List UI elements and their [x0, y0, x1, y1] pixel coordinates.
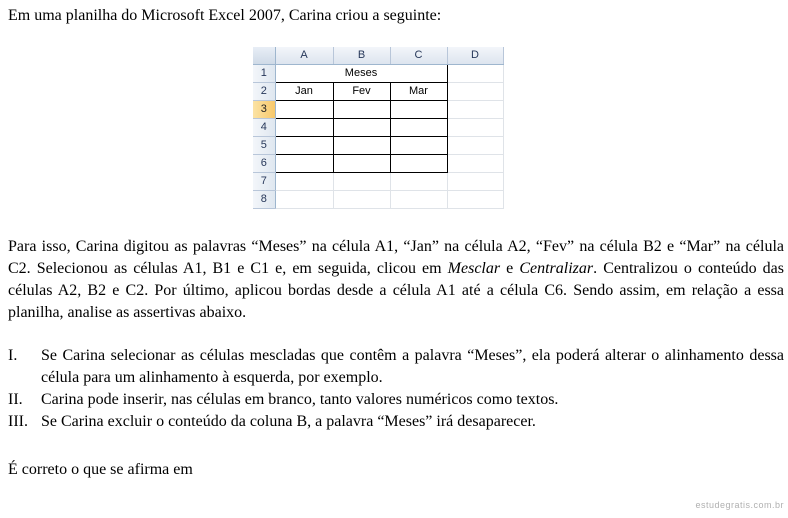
assertion-text: Se Carina selecionar as células mescladas que contêm a palavra “Meses”, ela poderá alterar o alinhamento dessa célula para um alinhamento à esquerda, por exemplo. — [41, 347, 784, 386]
row-header-7: 7 — [253, 173, 275, 191]
cell-c4 — [390, 119, 447, 137]
column-header-d: D — [447, 47, 503, 65]
assertion-text: Carina pode inserir, nas células em branco, tanto valores numéricos como textos. — [41, 391, 559, 408]
row-header-4: 4 — [253, 119, 275, 137]
cell-d5 — [447, 137, 503, 155]
cell-a5 — [275, 137, 333, 155]
cell-a2: Jan — [275, 83, 333, 101]
spreadsheet-image — [253, 47, 503, 213]
description-text — [8, 236, 784, 324]
mesclar-term: Mesclar — [447, 260, 501, 277]
cell-a4 — [275, 119, 333, 137]
row-header-3: 3 — [253, 101, 275, 119]
row-header-8: 8 — [253, 191, 275, 209]
assertion-item — [8, 411, 784, 433]
cell-c5 — [390, 137, 447, 155]
conjunction: e — [500, 260, 520, 277]
description-part-2: . Centralizou o conteúdo das células A2, B2 e C2. Por último, aplicou bordas desde a célula A1 até a célula C6. Sendo assim, em relação a essa planilha, analise as assertivas abaixo. — [8, 260, 785, 321]
cell-b2: Fev — [333, 83, 390, 101]
description-part-1: Para isso, Carina digitou as palavras “Meses” na célula A1, “Jan” na célula A2, “Fev” na célula B2 e “Mar” na célula C2. Selecionou as células A1, B1 e C1 e, em seguida, clicou em — [8, 238, 784, 277]
cell-c8 — [390, 191, 447, 209]
assertion-item — [8, 389, 784, 411]
select-all-corner — [253, 47, 275, 65]
cell-d7 — [447, 173, 503, 191]
cell-a3 — [275, 101, 333, 119]
row-header-6: 6 — [253, 155, 275, 173]
cell-a8 — [275, 191, 333, 209]
question-text: É correto o que se afirma em — [8, 461, 193, 478]
assertion-number: II. — [8, 391, 23, 408]
row-header-5: 5 — [253, 137, 275, 155]
column-header-a: A — [275, 47, 333, 65]
cell-a7 — [275, 173, 333, 191]
assertions-list — [8, 345, 784, 433]
merged-cell-a1-c1: Meses — [275, 65, 447, 83]
cell-d1 — [447, 65, 503, 83]
cell-b3 — [333, 101, 390, 119]
watermark: estudegratis.com.br — [695, 500, 784, 510]
cell-d8 — [447, 191, 503, 209]
cell-b8 — [333, 191, 390, 209]
assertion-item — [8, 345, 784, 389]
row-header-2: 2 — [253, 83, 275, 101]
centralizar-term: Centralizar — [519, 260, 594, 277]
description-paragraph — [8, 236, 784, 324]
assertion-number: I. — [8, 347, 18, 364]
row-header-1: 1 — [253, 65, 275, 83]
cell-d2 — [447, 83, 503, 101]
cell-c3 — [390, 101, 447, 119]
cell-d6 — [447, 155, 503, 173]
assertion-number: III. — [8, 413, 28, 430]
cell-b6 — [333, 155, 390, 173]
column-header-c: C — [390, 47, 447, 65]
cell-d4 — [447, 119, 503, 137]
spreadsheet-grid — [253, 47, 504, 209]
intro-text: Em uma planilha do Microsoft Excel 2007, Carina criou a seguinte: — [8, 7, 442, 24]
cell-b5 — [333, 137, 390, 155]
cell-d3 — [447, 101, 503, 119]
cell-b7 — [333, 173, 390, 191]
cell-c7 — [390, 173, 447, 191]
cell-c2: Mar — [390, 83, 447, 101]
column-header-b: B — [333, 47, 390, 65]
cell-c6 — [390, 155, 447, 173]
cell-b4 — [333, 119, 390, 137]
assertion-text: Se Carina excluir o conteúdo da coluna B, a palavra “Meses” irá desaparecer. — [41, 413, 536, 430]
cell-a6 — [275, 155, 333, 173]
